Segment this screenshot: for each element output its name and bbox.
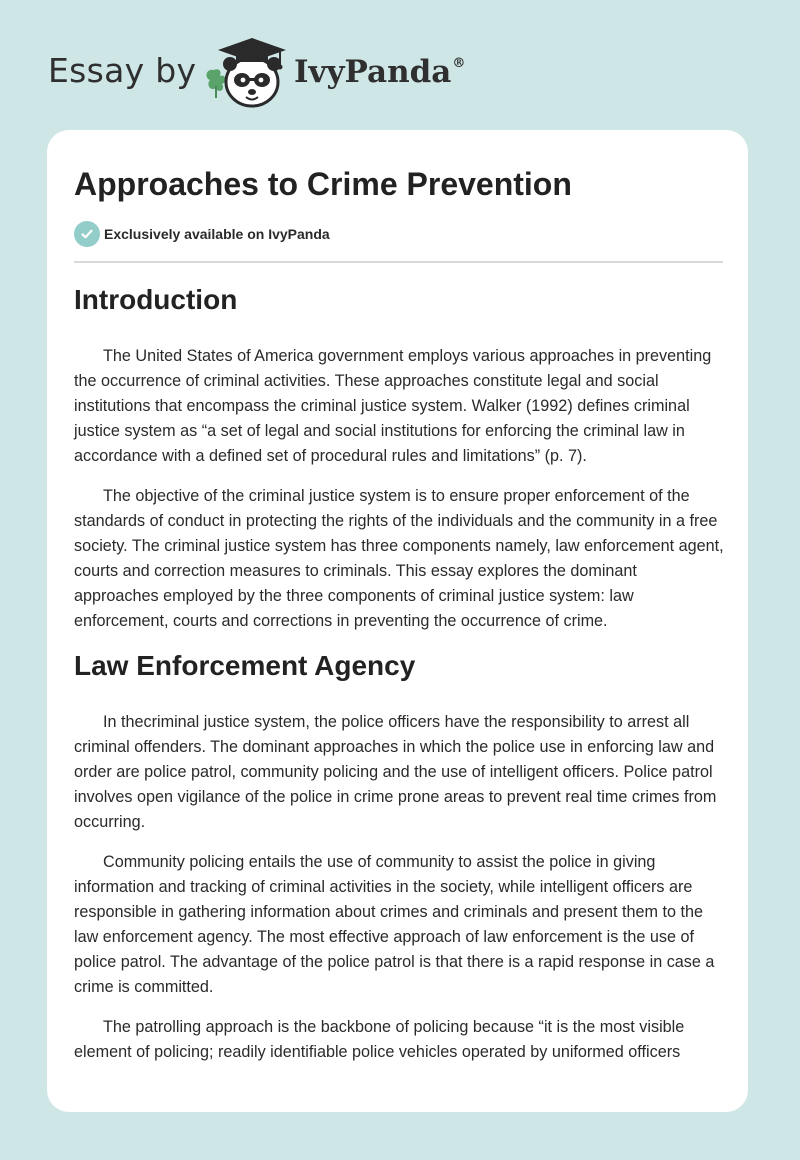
panda-graduation-cap-icon	[200, 34, 290, 110]
article-body	[74, 283, 724, 1080]
divider	[74, 261, 723, 263]
section-heading: Law Enforcement Agency	[74, 650, 416, 681]
paragraph: The objective of the criminal justice system is to ensure proper enforcement of the standards of conduct in protecting the rights of the individuals and the community in a free society. The criminal justice system has three components namely, law enforcement agent, courts and correction measures to criminals. This essay explores the dominant approaches employed by the three components of criminal justice system: law enforcement, courts and corrections in preventing the occurrence of crime.	[74, 487, 724, 630]
brand-name: IvyPanda®	[294, 54, 466, 90]
paragraph: In thecriminal justice system, the police officers have the responsibility to arrest all criminal offenders. The dominant approaches in which the police use in enforcing law and order are police patrol, community policing and the use of intelligent officers. Police patrol involves open vigilance of the police in crime prone areas to prevent real time crimes from occurring.	[74, 713, 717, 831]
essay-card	[47, 130, 748, 1112]
badge-label: Exclusively available on IvyPanda	[104, 226, 330, 242]
paragraph: The patrolling approach is the backbone of policing because “it is the most visible element of policing; readily identifiable police vehicles operated by uniformed officers	[74, 1018, 685, 1061]
section-heading: Introduction	[74, 284, 238, 315]
check-circle-icon	[74, 221, 100, 247]
page-title: Approaches to Crime Prevention	[74, 166, 572, 202]
paragraph: Community policing entails the use of community to assist the police in giving information and tracking of criminal activities in the society, while intelligent officers are responsible in gathering information about crimes and criminals and present them to the law enforcement agency. The most effective approach of law enforcement is the use of police patrol. The advantage of the police patrol is that there is a rapid response in case a crime is committed.	[74, 853, 715, 996]
brand-header[interactable]	[48, 34, 548, 110]
registered-mark: ®	[452, 56, 466, 71]
paragraph: The United States of America government employs various approaches in preventing the occurrence of criminal activities. These approaches constitute legal and social institutions that encompass the criminal justice system. Walker (1992) defines criminal justice system as “a set of legal and social institutions for enforcing the criminal law in accordance with a defined set of procedural rules and limitations” (p. 7).	[74, 347, 712, 465]
brand-prefix: Essay by	[48, 51, 197, 90]
exclusive-badge	[74, 221, 330, 247]
